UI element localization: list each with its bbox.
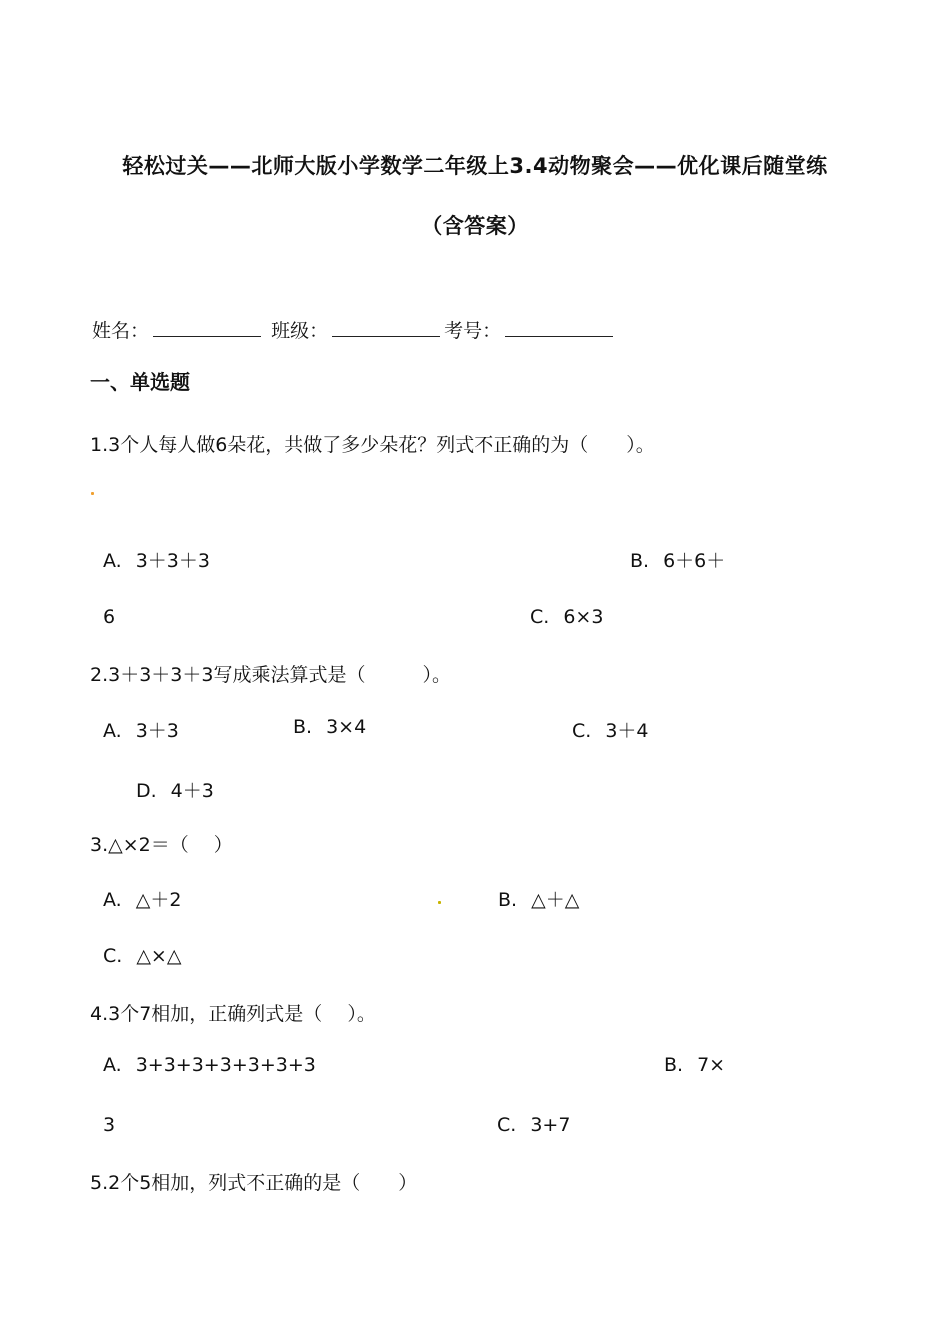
option-text: 4＋3 [170,780,214,802]
option-text: △＋△ [531,889,580,911]
exam-number-label: 考号： [444,320,502,342]
name-blank[interactable] [153,318,261,337]
question-4-option-a[interactable] [103,1054,316,1076]
name-label: 姓名： [92,320,150,342]
option-label: C. [530,606,550,628]
question-5-stem: 5.2个5相加，列式不正确的是（ ） [90,1172,418,1194]
option-text: 3＋3 [135,720,179,742]
option-label: C. [572,720,592,742]
option-label: C. [103,945,123,967]
option-text: 3+7 [530,1114,571,1136]
option-text: △×△ [136,945,182,967]
option-text: 3 [103,1114,116,1136]
option-label: B. [498,889,518,911]
question-4-option-c[interactable] [497,1114,570,1136]
document-subtitle: （含答案） [421,214,529,238]
question-1-option-b[interactable] [630,546,725,573]
question-4-option-b[interactable] [664,1054,725,1076]
option-text: 6＋6＋ [663,550,726,572]
option-label: D. [136,780,157,802]
question-1-option-b-continued [103,606,115,628]
option-text: 6×3 [563,606,604,628]
decorative-dot [438,901,441,904]
question-4-stem: 4.3个7相加，正确列式是（ ）。 [90,1003,376,1025]
question-2-stem: 2.3＋3＋3＋3写成乘法算式是（ ）。 [90,664,451,686]
section-heading: 一、单选题 [90,370,190,394]
question-1-option-a[interactable] [103,546,210,573]
option-label: B. [630,550,650,572]
question-1-option-c[interactable] [530,606,603,628]
question-2-option-c[interactable] [572,716,649,743]
question-3-stem: 3.△×2＝（ ） [90,834,233,856]
question-2-option-b[interactable] [293,716,366,738]
option-text: 3×4 [326,716,367,738]
class-label: 班级： [271,320,329,342]
option-label: C. [497,1114,517,1136]
option-text: 7× [697,1054,726,1076]
class-blank[interactable] [332,318,440,337]
decorative-dot [91,492,94,495]
question-3-option-c[interactable] [103,945,181,967]
option-label: A. [103,720,122,742]
question-4-option-b-continued [103,1114,115,1136]
option-text: 3＋3＋3 [135,550,210,572]
option-label: A. [103,889,122,911]
option-text: 3＋4 [605,720,649,742]
option-label: A. [103,550,122,572]
question-3-option-a[interactable] [103,885,181,912]
option-label: B. [293,716,313,738]
option-label: B. [664,1054,684,1076]
option-text: 6 [103,606,116,628]
document-title: 轻松过关——北师大版小学数学二年级上3.4动物聚会——优化课后随堂练 [122,154,828,178]
option-text: △＋2 [135,889,182,911]
question-2-option-d[interactable] [136,776,214,803]
option-label: A. [103,1054,122,1076]
student-info-row [92,316,617,343]
question-1-stem: 1.3个人每人做6朵花，共做了多少朵花？列式不正确的为（ ）。 [90,434,655,456]
option-text: 3+3+3+3+3+3+3 [135,1054,316,1076]
question-2-option-a[interactable] [103,716,179,743]
exam-number-blank[interactable] [505,318,613,337]
question-3-option-b[interactable] [498,885,579,912]
